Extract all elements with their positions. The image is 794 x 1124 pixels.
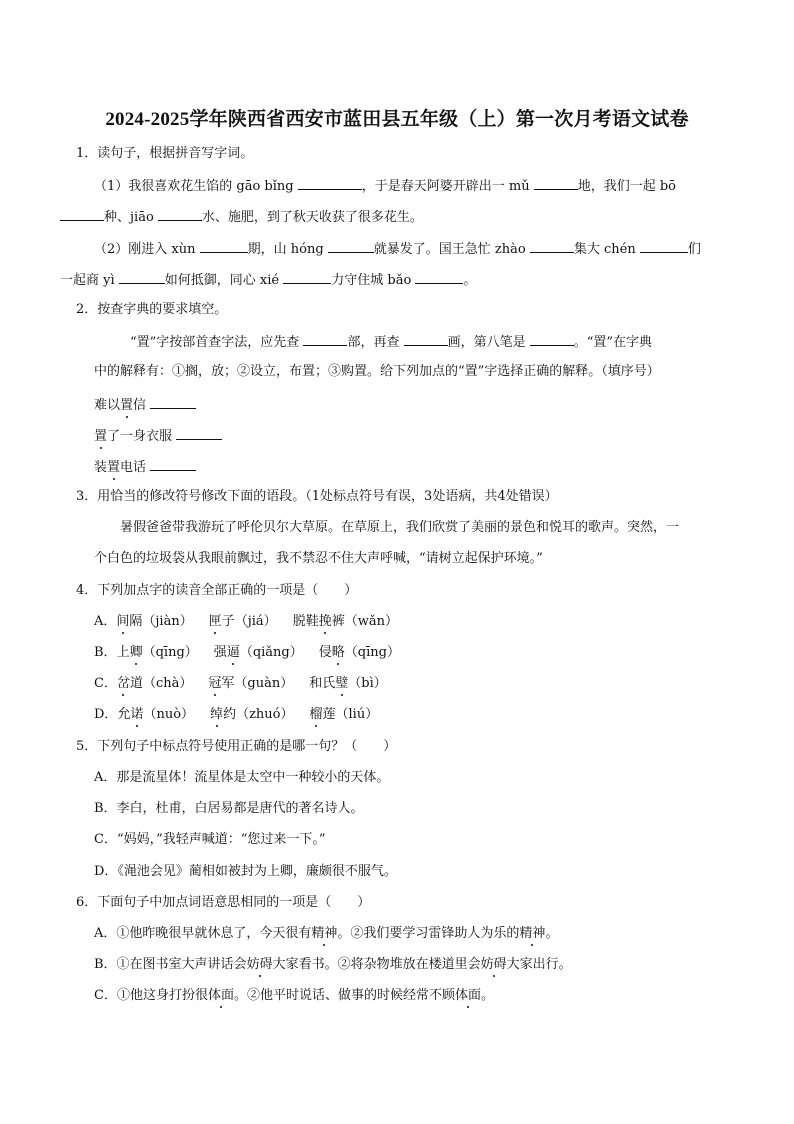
question-2-stem: 2．按查字典的要求填空。 [76,302,228,317]
q2-item-2: 置了一身衣服 [94,426,222,446]
q1-sentence-2-line-1: （2）刚进入 xùn 期，山 hóng 就暴发了。国王急忙 zhào 集大 chén 们 [94,239,701,259]
answer-blank[interactable] [328,239,374,253]
q1-sentence-2-line-2: 一起商 yì 如何抵御，同心 xié 力守住城 bǎo 。 [60,270,476,290]
answer-blank[interactable] [640,239,688,253]
q6-option-b[interactable]: B．①在图书室大声讲话会妨碍大家看书。②将杂物堆放在楼道里会妨碍大家出行。 [94,957,572,972]
q3-passage-line-1: 暑假爸爸带我游玩了呼伦贝尔大草原。在草原上，我们欣赏了美丽的景色和悦耳的歌声。突然，一 [120,520,680,535]
question-1-stem: 1．读句子，根据拼音写字词。 [76,146,254,161]
exam-title: 2024-2025学年陕西省西安市蓝田县五年级（上）第一次月考语文试卷 [105,109,689,130]
q6-option-a[interactable]: A．①他昨晚很早就休息了，今天很有精神。②我们要学习雷锋助人为乐的精神。 [94,926,559,941]
q4-option-a[interactable]: A．间隔（jiàn） 匣子（jiá） 脱鞋挽裤（wǎn） [94,614,398,629]
q5-option-c[interactable]: C．“妈妈，”我轻声喊道：“您过来一下。” [94,832,326,847]
answer-blank[interactable] [530,239,574,253]
q4-option-d[interactable]: D．允诺（nuò） 绰约（zhuó） 榴莲（liú） [94,707,379,722]
answer-blank[interactable] [283,270,331,284]
answer-blank[interactable] [530,332,574,346]
question-6-stem: 6．下面句子中加点词语意思相同的一项是（ ） [76,895,371,910]
q1-sentence-1-line-2: 种、jiāo 水、施肥，到了秋天收获了很多花生。 [60,207,423,227]
q1-sentence-1-line-1: （1）我很喜欢花生馅的 gāo bǐng ，于是春天阿婆开辟出一 mǔ 地，我们一起 bō [94,176,676,196]
answer-blank[interactable] [404,332,448,346]
answer-blank[interactable] [150,395,196,409]
q5-option-a[interactable]: A．那是流星体！流星体是太空中一种较小的天体。 [94,770,390,785]
q3-passage-line-2: 个白色的垃圾袋从我眼前飘过，我不禁忍不住大声呼喊，“请树立起保护环境。” [94,551,543,566]
answer-blank[interactable] [60,207,104,221]
q2-line-2: 中的解释有：①搁，放；②设立，布置；③购置。给下列加点的“置”字选择正确的解释。（填序号） [94,364,660,379]
answer-blank[interactable] [176,426,222,440]
question-5-stem: 5．下列句子中标点符号使用正确的是哪一句？（ ） [76,739,397,754]
answer-blank[interactable] [415,270,463,284]
q4-option-c[interactable]: C．岔道（chà） 冠军（guàn） 和氏璧（bì） [94,676,387,691]
answer-blank[interactable] [158,207,202,221]
q4-option-b[interactable]: B．上卿（qīng） 强逼（qiǎng） 侵略（qīng） [94,645,400,660]
q6-option-c[interactable]: C．①他这身打扮很体面。②他平时说话、做事的时候经常不顾体面。 [94,988,495,1003]
answer-blank[interactable] [119,270,165,284]
answer-blank[interactable] [200,239,248,253]
answer-blank[interactable] [298,176,362,190]
question-3-stem: 3．用恰当的修改符号修改下面的语段。（1处标点符号有误，3处语病，共4处错误） [76,489,558,504]
question-4-stem: 4．下列加点字的读音全部正确的一项是（ ） [76,583,358,598]
answer-blank[interactable] [534,176,578,190]
q2-line-1: “置”字按部首查字法，应先查 部，再查 画，第八笔是 。“置”在字典 [130,332,652,352]
q5-option-d[interactable]: D．《渑池会见》蔺相如被封为上卿，廉颇很不服气。 [94,864,397,879]
answer-blank[interactable] [150,457,196,471]
q2-item-3: 装置电话 [94,457,196,477]
q5-option-b[interactable]: B．李白，杜甫，白居易都是唐代的著名诗人。 [94,801,364,816]
q2-item-1: 难以置信 [94,395,196,415]
answer-blank[interactable] [303,332,347,346]
